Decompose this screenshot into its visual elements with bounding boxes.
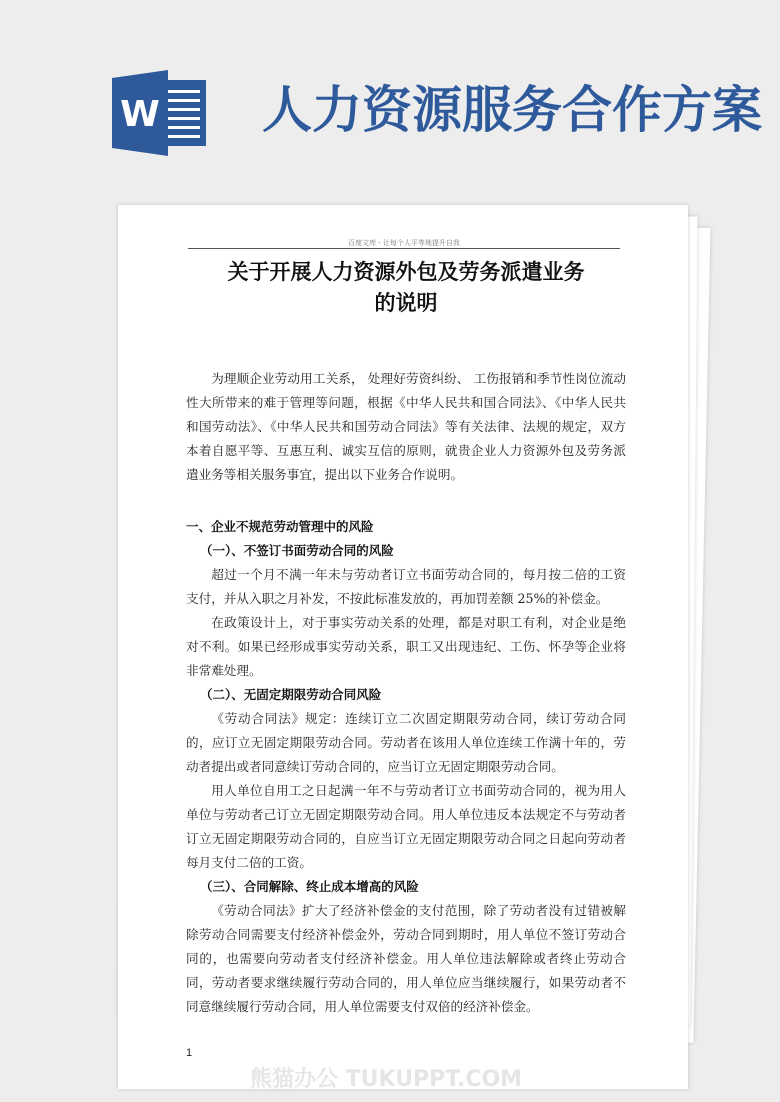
watermark: 熊猫办公 TUKUPPT.COM [250, 1067, 523, 1092]
banner [0, 0, 780, 200]
section-heading: 一、企业不规范劳动管理中的风险 [186, 519, 374, 534]
title-line-2: 的说明 [374, 291, 438, 315]
document-page [118, 205, 688, 1089]
subsection-heading: （二）、无固定期限劳动合同风险 [200, 687, 382, 702]
word-logo-icon [108, 68, 208, 158]
title-line-1: 关于开展人力资源外包及劳务派遣业务 [227, 260, 585, 284]
paragraph: 在政策设计上，对于事实劳动关系的处理，都是对职工有利，对企业是绝对不利。如果已经形成事实劳动关系，职工又出现违纪、工伤、怀孕等企业将非常难处理。 [186, 615, 626, 678]
running-header: 百度文库 - 让每个人平等地提升自我 [188, 239, 620, 249]
intro-paragraph: 为理顺企业劳动用工关系， 处理好劳资纠纷、 工伤报销和季节性岗位流动性大所带来的难于管理等问题，根据《中华人民共和国合同法》、《中华人民共和国劳动法》、《中华人民共和国劳动合同法》等有关法律、法规的规定，双方本着自愿平等、互惠互利、诚实互信的原则，就贵企业人力资源外包及劳务派遣业务等相关服务事宜，提出以下业务合作说明。 [186, 371, 626, 482]
paragraph: 用人单位自用工之日起满一年不与劳动者订立书面劳动合同的，视为用人单位与劳动者己订立无固定期限劳动合同。用人单位违反本法规定不与劳动者订立无固定期限劳动合同的，自应当订立无固定期限劳动合同之日起向劳动者每月支付二倍的工资。 [186, 783, 626, 870]
paragraph: 《劳动合同法》规定：连续订立二次固定期限劳动合同，续订劳动合同的，应订立无固定期限劳动合同。劳动者在该用人单位连续工作满十年的，劳动者提出或者同意续订劳动合同的，应当订立无固定期限劳动合同。 [186, 711, 626, 774]
subsection-heading: （三）、合同解除、终止成本增高的风险 [200, 879, 419, 894]
banner-title: 人力资源服务合作方案 [262, 81, 762, 139]
paragraph: 《劳动合同法》扩大了经济补偿金的支付范围，除了劳动者没有过错被解除劳动合同需要支付经济补偿金外，劳动合同到期时，用人单位不签订劳动合同的，也需要向劳动者支付经济补偿金。用人单位违法解除或者终止劳动合同，劳动者要求继续履行劳动合同的，用人单位应当继续履行，如果劳动者不同意继续履行劳动合同，用人单位需要支付双倍的经济补偿金。 [186, 903, 626, 1014]
document-title [186, 257, 626, 319]
page-number: 1 [186, 1047, 193, 1059]
paragraph: 超过一个月不满一年未与劳动者订立书面劳动合同的，每月按二倍的工资支付，并从入职之月补发，不按此标准发放的，再加罚差额 25%的补偿金。 [186, 567, 626, 606]
svg-text:W: W [120, 94, 160, 135]
subsection-heading: （一）、不签订书面劳动合同的风险 [200, 543, 394, 558]
